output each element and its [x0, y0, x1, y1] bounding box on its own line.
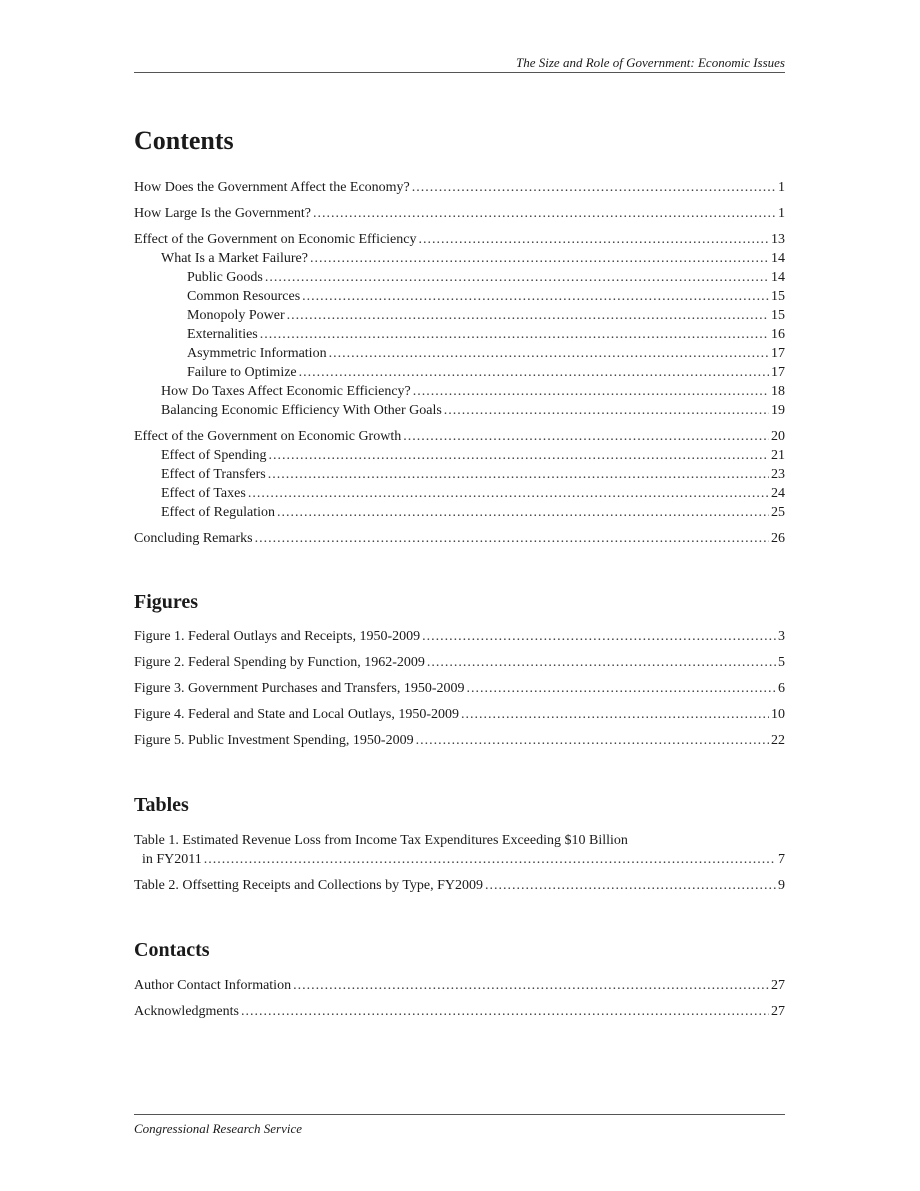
- toc-entry-how-do-taxes-affect-efficiency[interactable]: How Do Taxes Affect Economic Efficiency? ..... 18: [134, 382, 785, 401]
- tables-title: Tables: [134, 794, 189, 816]
- toc-entry-balancing-efficiency[interactable]: Balancing Economic Efficiency With Other Goals ..... 19: [134, 401, 785, 420]
- contacts-title: Contacts: [134, 939, 210, 961]
- toc-entry-effect-on-economic-growth[interactable]: Effect of the Government on Economic Growth ..... 20: [134, 427, 785, 446]
- toc-entry-asymmetric-information[interactable]: Asymmetric Information ..... 17: [134, 344, 785, 363]
- toc-entry-author-contact[interactable]: Author Contact Information ..... 27: [134, 976, 785, 995]
- toc-entry-what-is-market-failure[interactable]: What Is a Market Failure? ..... 14: [134, 249, 785, 268]
- running-header: [134, 56, 785, 73]
- toc-entry-how-does-government-affect-economy[interactable]: How Does the Government Affect the Economy? ..... 1: [134, 178, 785, 197]
- toc-entry-externalities[interactable]: Externalities ..... 16: [134, 325, 785, 344]
- toc-entry-figure-2[interactable]: Figure 2. Federal Spending by Function, 1962-2009 ..... 5: [134, 653, 785, 672]
- toc-entry-public-goods[interactable]: Public Goods ..... 14: [134, 268, 785, 287]
- toc-entry-figure-3[interactable]: Figure 3. Government Purchases and Transfers, 1950-2009 ..... 6: [134, 679, 785, 698]
- toc-entry-failure-to-optimize[interactable]: Failure to Optimize ..... 17: [134, 363, 785, 382]
- toc-entry-table-1[interactable]: Table 1. Estimated Revenue Loss from Income Tax Expenditures Exceeding $10 Billion in FY2011 ..... 7: [134, 831, 785, 869]
- toc-entry-concluding-remarks[interactable]: Concluding Remarks ..... 26: [134, 529, 785, 548]
- running-header-title: The Size and Role of Government: Economic Issues: [516, 55, 785, 70]
- toc-entry-effect-of-regulation[interactable]: Effect of Regulation ..... 25: [134, 503, 785, 522]
- toc-entry-figure-4[interactable]: Figure 4. Federal and State and Local Outlays, 1950-2009 ..... 10: [134, 705, 785, 724]
- toc-entry-effect-on-economic-efficiency[interactable]: Effect of the Government on Economic Efficiency ..... 13: [134, 230, 785, 249]
- toc-entry-figure-5[interactable]: Figure 5. Public Investment Spending, 1950-2009 ..... 22: [134, 731, 785, 750]
- toc-entry-how-large-is-government[interactable]: How Large Is the Government? ..... 1: [134, 204, 785, 223]
- toc-entry-effect-of-taxes[interactable]: Effect of Taxes ..... 24: [134, 484, 785, 503]
- figures-list: [134, 627, 785, 750]
- running-footer-text: Congressional Research Service: [134, 1121, 302, 1136]
- tables-list: [134, 831, 785, 895]
- figures-title: Figures: [134, 591, 199, 613]
- toc-entry-effect-of-transfers[interactable]: Effect of Transfers ..... 23: [134, 465, 785, 484]
- toc-entry-acknowledgments[interactable]: Acknowledgments ..... 27: [134, 1002, 785, 1021]
- running-footer: [134, 1114, 785, 1137]
- toc-entry-table-2[interactable]: Table 2. Offsetting Receipts and Collections by Type, FY2009 ..... 9: [134, 876, 785, 895]
- contents-title: Contents: [134, 126, 234, 155]
- toc-entry-common-resources[interactable]: Common Resources ..... 15: [134, 287, 785, 306]
- contacts-list: [134, 976, 785, 1021]
- toc-entry-monopoly-power[interactable]: Monopoly Power ..... 15: [134, 306, 785, 325]
- toc-entry-effect-of-spending[interactable]: Effect of Spending ..... 21: [134, 446, 785, 465]
- toc-entry-figure-1[interactable]: Figure 1. Federal Outlays and Receipts, 1950-2009 ..... 3: [134, 627, 785, 646]
- contents-list: [134, 178, 785, 548]
